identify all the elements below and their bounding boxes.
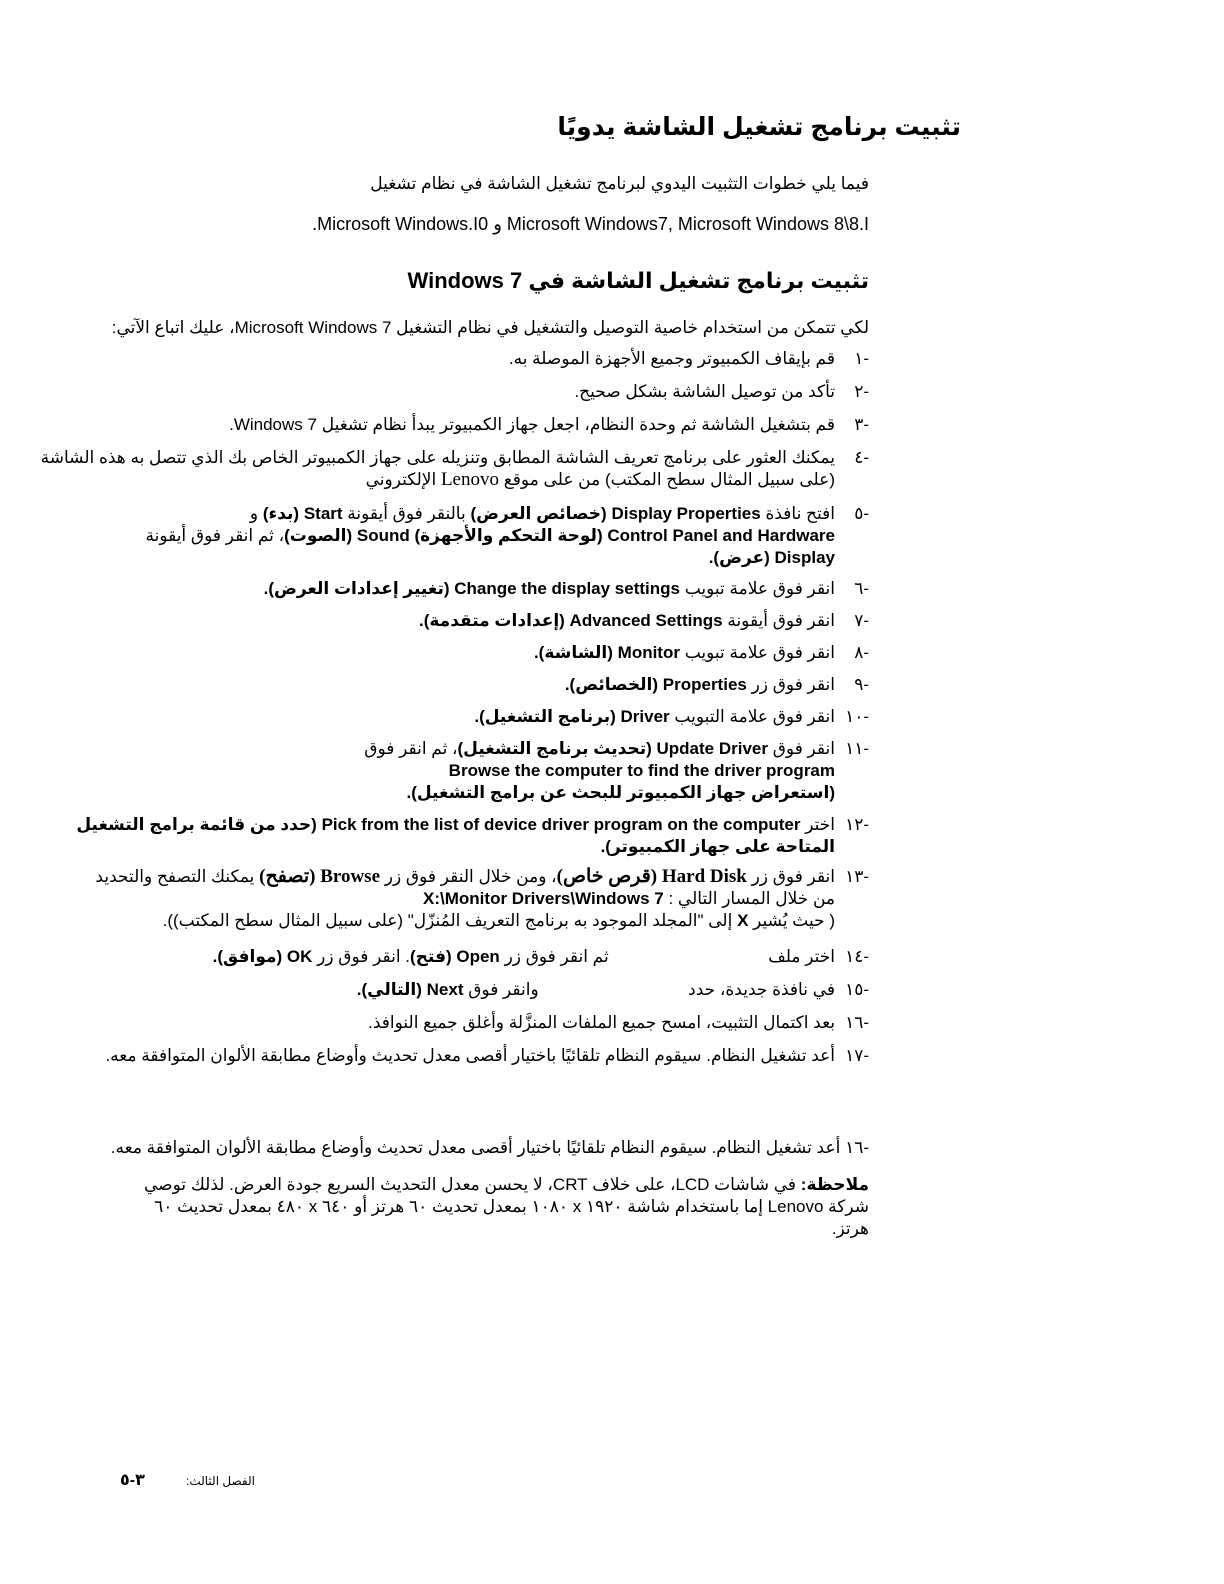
step-14 [39,946,869,968]
browse-computer-arabic-label: (استعراض جهاز الكمبيوتر للبحث عن برامج التشغيل). [406,783,835,802]
driver-label: Driver (برنامج التشغيل). [474,707,670,726]
next-label: Next (التالي). [356,980,464,999]
step-text: انقر فوق علامة تبويب [684,643,835,662]
step-7 [39,610,869,632]
pick-from-list-label: Pick from the list of device driver program on the computer (حدد من قائمة برامج التشغيل المتاحة على جهاز الكمبيوتر). [76,815,835,856]
browse-computer-label: Browse the computer to find the driver program [448,761,835,780]
footer-page-number: ٣-٥ [120,1472,145,1489]
note-paragraph [129,1174,869,1240]
step-4 [39,447,869,491]
step-10 [39,706,869,728]
open-label: Open (فتح) [410,947,500,966]
step-number: -١٠ [845,707,869,726]
step-text-2: ، ومن خلال النقر فوق زر [384,867,557,886]
step-text: انقر فوق علامة التبويب [674,707,835,726]
step-text: اختر ملف [768,947,835,966]
lead-paragraph: لكي تتمكن من استخدام خاصية التوصيل والتشغيل في نظام التشغيل Microsoft Windows 7، عليك اتباع الآتي: [111,318,869,337]
page-title: تثبيت برنامج تشغيل الشاشة يدويًا [557,113,961,141]
note-text: في شاشات LCD، على خلاف CRT، لا يحسن معدل التحديث السريع جودة العرض. لذلك توصي شركة Lenovo إما باستخدام شاشة ١٩٢٠ x ١٠٨٠ بمعدل تحديث ٦٠ هرتز أو ٦٤٠ x ٤٨٠ بمعدل تحديث ٦٠ هرتز. [144,1175,869,1238]
step-12 [39,814,869,858]
ok-label: OK (موافق). [212,947,313,966]
step-number: -٩ [854,675,869,694]
step-17 [39,1045,869,1067]
hard-disk-label: Hard Disk (قرص خاص) [556,866,747,887]
step-number: -١٤ [845,947,869,966]
note-label: ملاحظة: [800,1175,869,1194]
step-1 [39,348,869,370]
steps-list [39,348,869,1067]
step-text-4: من خلال المسار التالي : [668,889,835,908]
step-number: -١٢ [845,815,869,834]
intro-line-1: فيما يلي خطوات التثبيت اليدوي لبرنامج تشغيل الشاشة في نظام تشغيل [370,174,869,193]
display-label: Display (عرض). [708,548,835,567]
step-text: اختر [805,815,835,834]
step-5 [39,503,869,569]
display-properties-label: Display Properties (خصائص العرض) [470,504,761,523]
step-text: تأكد من توصيل الشاشة بشكل صحيح. [574,382,835,401]
step-number: -١ [854,349,869,368]
step-text: افتح نافذة [765,504,835,523]
repeated-step-16: -١٦ أعد تشغيل النظام. سيقوم النظام تلقائيًا باختيار أقصى معدل تحديث وأوضاع مطابقة الألوان المتوافقة معه. [110,1138,869,1157]
step-text: بعد اكتمال التثبيت، امسح جميع الملفات المنزَّلة وأغلق جميع النوافذ. [368,1013,835,1032]
step-text-4: ، ثم انقر فوق أيقونة [145,526,285,545]
footer-chapter: الفصل الثالث: [186,1474,255,1488]
step-2 [39,381,869,403]
step-text-2: بالنقر فوق أيقونة [347,504,466,523]
step-text-2: (على سبيل المثال سطح المكتب) من على موقع [503,470,835,489]
step-text-2: ثم انقر فوق زر [504,947,609,966]
monitor-label: Monitor (الشاشة). [533,643,680,662]
x-letter: X [737,911,749,930]
step-15 [39,979,869,1001]
step-13 [39,866,869,932]
update-driver-label: Update Driver (تحديث برنامج التشغيل) [457,739,768,758]
step-number: -٨ [854,643,869,662]
step-text-3: الإلكتروني [365,470,437,489]
step-number: -١٧ [845,1046,869,1065]
step-text: انقر فوق [772,739,835,758]
step-number: -١١ [845,739,869,758]
step-text: في نافذة جديدة، حدد [688,980,835,999]
step-6 [39,578,869,600]
step-text-5: ( حيث يُشير [753,911,835,930]
step-text-6: إلى "المجلد الموجود به برنامج التعريف المُنزّل" (على سبيل المثال سطح المكتب)). [162,911,733,930]
step-text-2: ، ثم انقر فوق [364,739,458,758]
step-number: -٣ [854,415,869,434]
step-number: -٢ [854,382,869,401]
step-text: يمكنك العثور على برنامج تعريف الشاشة المطابق وتنزيله على جهاز الكمبيوتر الخاص بك الذي تتصل به هذه الشاشة [40,448,835,467]
lenovo-text: Lenovo [440,469,499,490]
change-display-settings-label: Change the display settings (تغيير إعدادات العرض). [263,579,680,598]
step-text-2: وانقر فوق [468,980,539,999]
intro-line-2: Microsoft Windows7, Microsoft Windows 8\8.I و Microsoft Windows.I0. [312,214,869,234]
step-text-3: . انقر فوق زر [317,947,410,966]
step-text: قم بإيقاف الكمبيوتر وجميع الأجهزة الموصلة به. [508,349,835,368]
step-number: -٤ [854,448,869,467]
step-text-3: و [249,504,259,523]
step-11 [39,738,869,804]
step-number: -٥ [854,504,869,523]
step-number: -٧ [854,611,869,630]
control-panel-label: Control Panel and Hardware (لوحة التحكم والأجهزة) Sound (الصوت) [284,526,835,545]
advanced-settings-label: Advanced Settings (إعدادات متقدمة). [418,611,723,630]
start-label: Start (بدء) [262,504,343,523]
section-heading: تثبيت برنامج تشغيل الشاشة في Windows 7 [407,268,869,293]
step-text: انقر فوق زر [751,867,835,886]
step-number: -٦ [854,579,869,598]
properties-label: Properties (الخصائص). [564,675,747,694]
step-text: انقر فوق أيقونة [727,611,835,630]
step-9 [39,674,869,696]
driver-path: X:\Monitor Drivers\Windows 7 [423,889,664,908]
step-text: أعد تشغيل النظام. سيقوم النظام تلقائيًا باختيار أقصى معدل تحديث وأوضاع مطابقة الألوان المتوافقة معه. [105,1046,835,1065]
step-text-3: يمكنك التصفح والتحديد [95,867,255,886]
step-number: -١٣ [845,867,869,886]
step-number: -١٥ [845,980,869,999]
step-text: انقر فوق زر [751,675,835,694]
browse-label: Browse (تصفح) [259,866,381,887]
step-text: انقر فوق علامة تبويب [684,579,835,598]
step-16 [39,1012,869,1034]
step-8 [39,642,869,664]
step-number: -١٦ [845,1013,869,1032]
step-3 [39,414,869,436]
step-text: قم بتشغيل الشاشة ثم وحدة النظام، اجعل جهاز الكمبيوتر يبدأ نظام تشغيل Windows 7. [229,415,835,434]
